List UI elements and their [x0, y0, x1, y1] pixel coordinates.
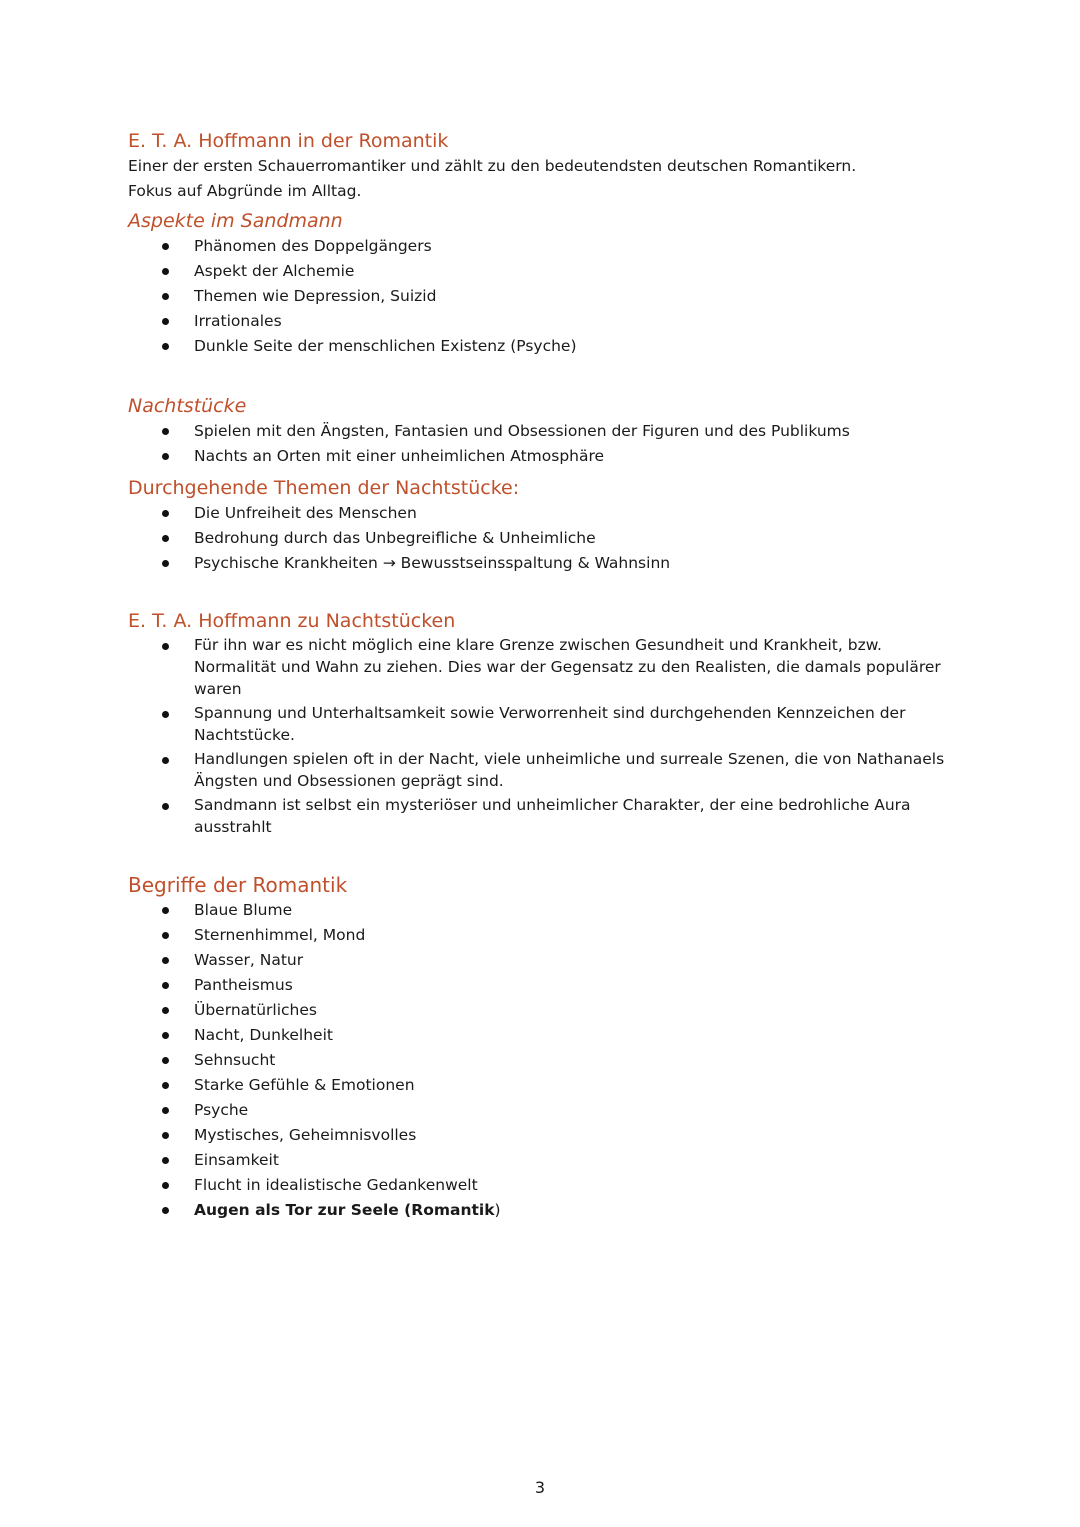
- document-page: [128, 128, 968, 1223]
- bullet-icon: [162, 535, 169, 542]
- bullet-icon: [162, 318, 169, 325]
- list-item: Psychische Krankheiten → Bewusstseinsspaltung & Wahnsinn: [128, 551, 968, 576]
- list-item: Blaue Blume: [128, 898, 968, 923]
- section-title-hoffmann-romantik: E. T. A. Hoffmann in der Romantik: [128, 130, 449, 152]
- intro-line-1: Einer der ersten Schauerromantiker und zählt zu den bedeutendsten deutschen Romantikern.: [128, 157, 857, 175]
- bullet-icon: [162, 1057, 169, 1064]
- list-item: Mystisches, Geheimnisvolles: [128, 1123, 968, 1148]
- list-item: Spannung und Unterhaltsamkeit sowie Verworrenheit sind durchgehenden Kennzeichen der Nachtstücke.: [128, 702, 968, 746]
- list-item: Pantheismus: [128, 973, 968, 998]
- list-item: Sternenhimmel, Mond: [128, 923, 968, 948]
- section-title-begriffe: Begriffe der Romantik: [128, 873, 348, 897]
- bullet-icon: [162, 1157, 169, 1164]
- list-item: Nachts an Orten mit einer unheimlichen Atmosphäre: [128, 444, 968, 469]
- bullet-icon: [162, 1107, 169, 1114]
- list-item: Sehnsucht: [128, 1048, 968, 1073]
- section-title-hoffmann-nachtstuecke: E. T. A. Hoffmann zu Nachtstücken: [128, 610, 456, 632]
- list-item: Phänomen des Doppelgängers: [128, 234, 968, 259]
- bullet-icon: [162, 803, 169, 810]
- list-item: Psyche: [128, 1098, 968, 1123]
- bullet-icon: [162, 453, 169, 460]
- list-item: Flucht in idealistische Gedankenwelt: [128, 1173, 968, 1198]
- page-number: 3: [534, 1478, 546, 1497]
- bullet-icon: [162, 428, 169, 435]
- list-item: Starke Gefühle & Emotionen: [128, 1073, 968, 1098]
- section-title-themen: Durchgehende Themen der Nachtstücke:: [128, 477, 520, 499]
- bullet-icon: [162, 1082, 169, 1089]
- list-item: Spielen mit den Ängsten, Fantasien und Obsessionen der Figuren und des Publikums: [128, 419, 968, 444]
- bullet-icon: [162, 560, 169, 567]
- bullet-icon: [162, 957, 169, 964]
- list-item: Für ihn war es nicht möglich eine klare Grenze zwischen Gesundheit und Krankheit, bzw. Normalität und Wahn zu ziehen. Dies war der Gegensatz zu den Realisten, die damals populärer waren: [128, 634, 968, 700]
- bullet-icon: [162, 711, 169, 718]
- bullet-icon: [162, 1207, 169, 1214]
- intro-line-2: Fokus auf Abgründe im Alltag.: [128, 182, 362, 200]
- bullet-icon: [162, 643, 169, 650]
- list-item: Bedrohung durch das Unbegreifliche & Unheimliche: [128, 526, 968, 551]
- list-item: Aspekt der Alchemie: [128, 259, 968, 284]
- hoffmann-nachtstuecke-list: [128, 634, 968, 838]
- bullet-icon: [162, 932, 169, 939]
- list-item: Die Unfreiheit des Menschen: [128, 501, 968, 526]
- bullet-icon: [162, 243, 169, 250]
- list-item: Wasser, Natur: [128, 948, 968, 973]
- bullet-icon: [162, 268, 169, 275]
- bullet-icon: [162, 1132, 169, 1139]
- bullet-icon: [162, 1032, 169, 1039]
- list-item: Augen als Tor zur Seele (Romantik): [128, 1198, 968, 1223]
- list-item: Handlungen spielen oft in der Nacht, viele unheimliche und surreale Szenen, die von Nathanaels Ängsten und Obsessionen geprägt sind.: [128, 748, 968, 792]
- list-item: Nacht, Dunkelheit: [128, 1023, 968, 1048]
- list-item: Übernatürliches: [128, 998, 968, 1023]
- section-title-nachtstuecke: Nachtstücke: [128, 395, 247, 417]
- begriffe-list: [128, 898, 968, 1223]
- bullet-icon: [162, 982, 169, 989]
- section-title-aspekte: Aspekte im Sandmann: [128, 210, 343, 232]
- list-item: Themen wie Depression, Suizid: [128, 284, 968, 309]
- bullet-icon: [162, 907, 169, 914]
- bullet-icon: [162, 1182, 169, 1189]
- aspekte-list: [128, 234, 968, 359]
- themen-list: [128, 501, 968, 576]
- list-item: Sandmann ist selbst ein mysteriöser und unheimlicher Charakter, der eine bedrohliche Aura ausstrahlt: [128, 794, 968, 838]
- nachtstuecke-list: [128, 419, 968, 469]
- bullet-icon: [162, 293, 169, 300]
- bullet-icon: [162, 343, 169, 350]
- list-item: Einsamkeit: [128, 1148, 968, 1173]
- list-item: Dunkle Seite der menschlichen Existenz (Psyche): [128, 334, 968, 359]
- list-item: Irrationales: [128, 309, 968, 334]
- bullet-icon: [162, 510, 169, 517]
- bullet-icon: [162, 757, 169, 764]
- bullet-icon: [162, 1007, 169, 1014]
